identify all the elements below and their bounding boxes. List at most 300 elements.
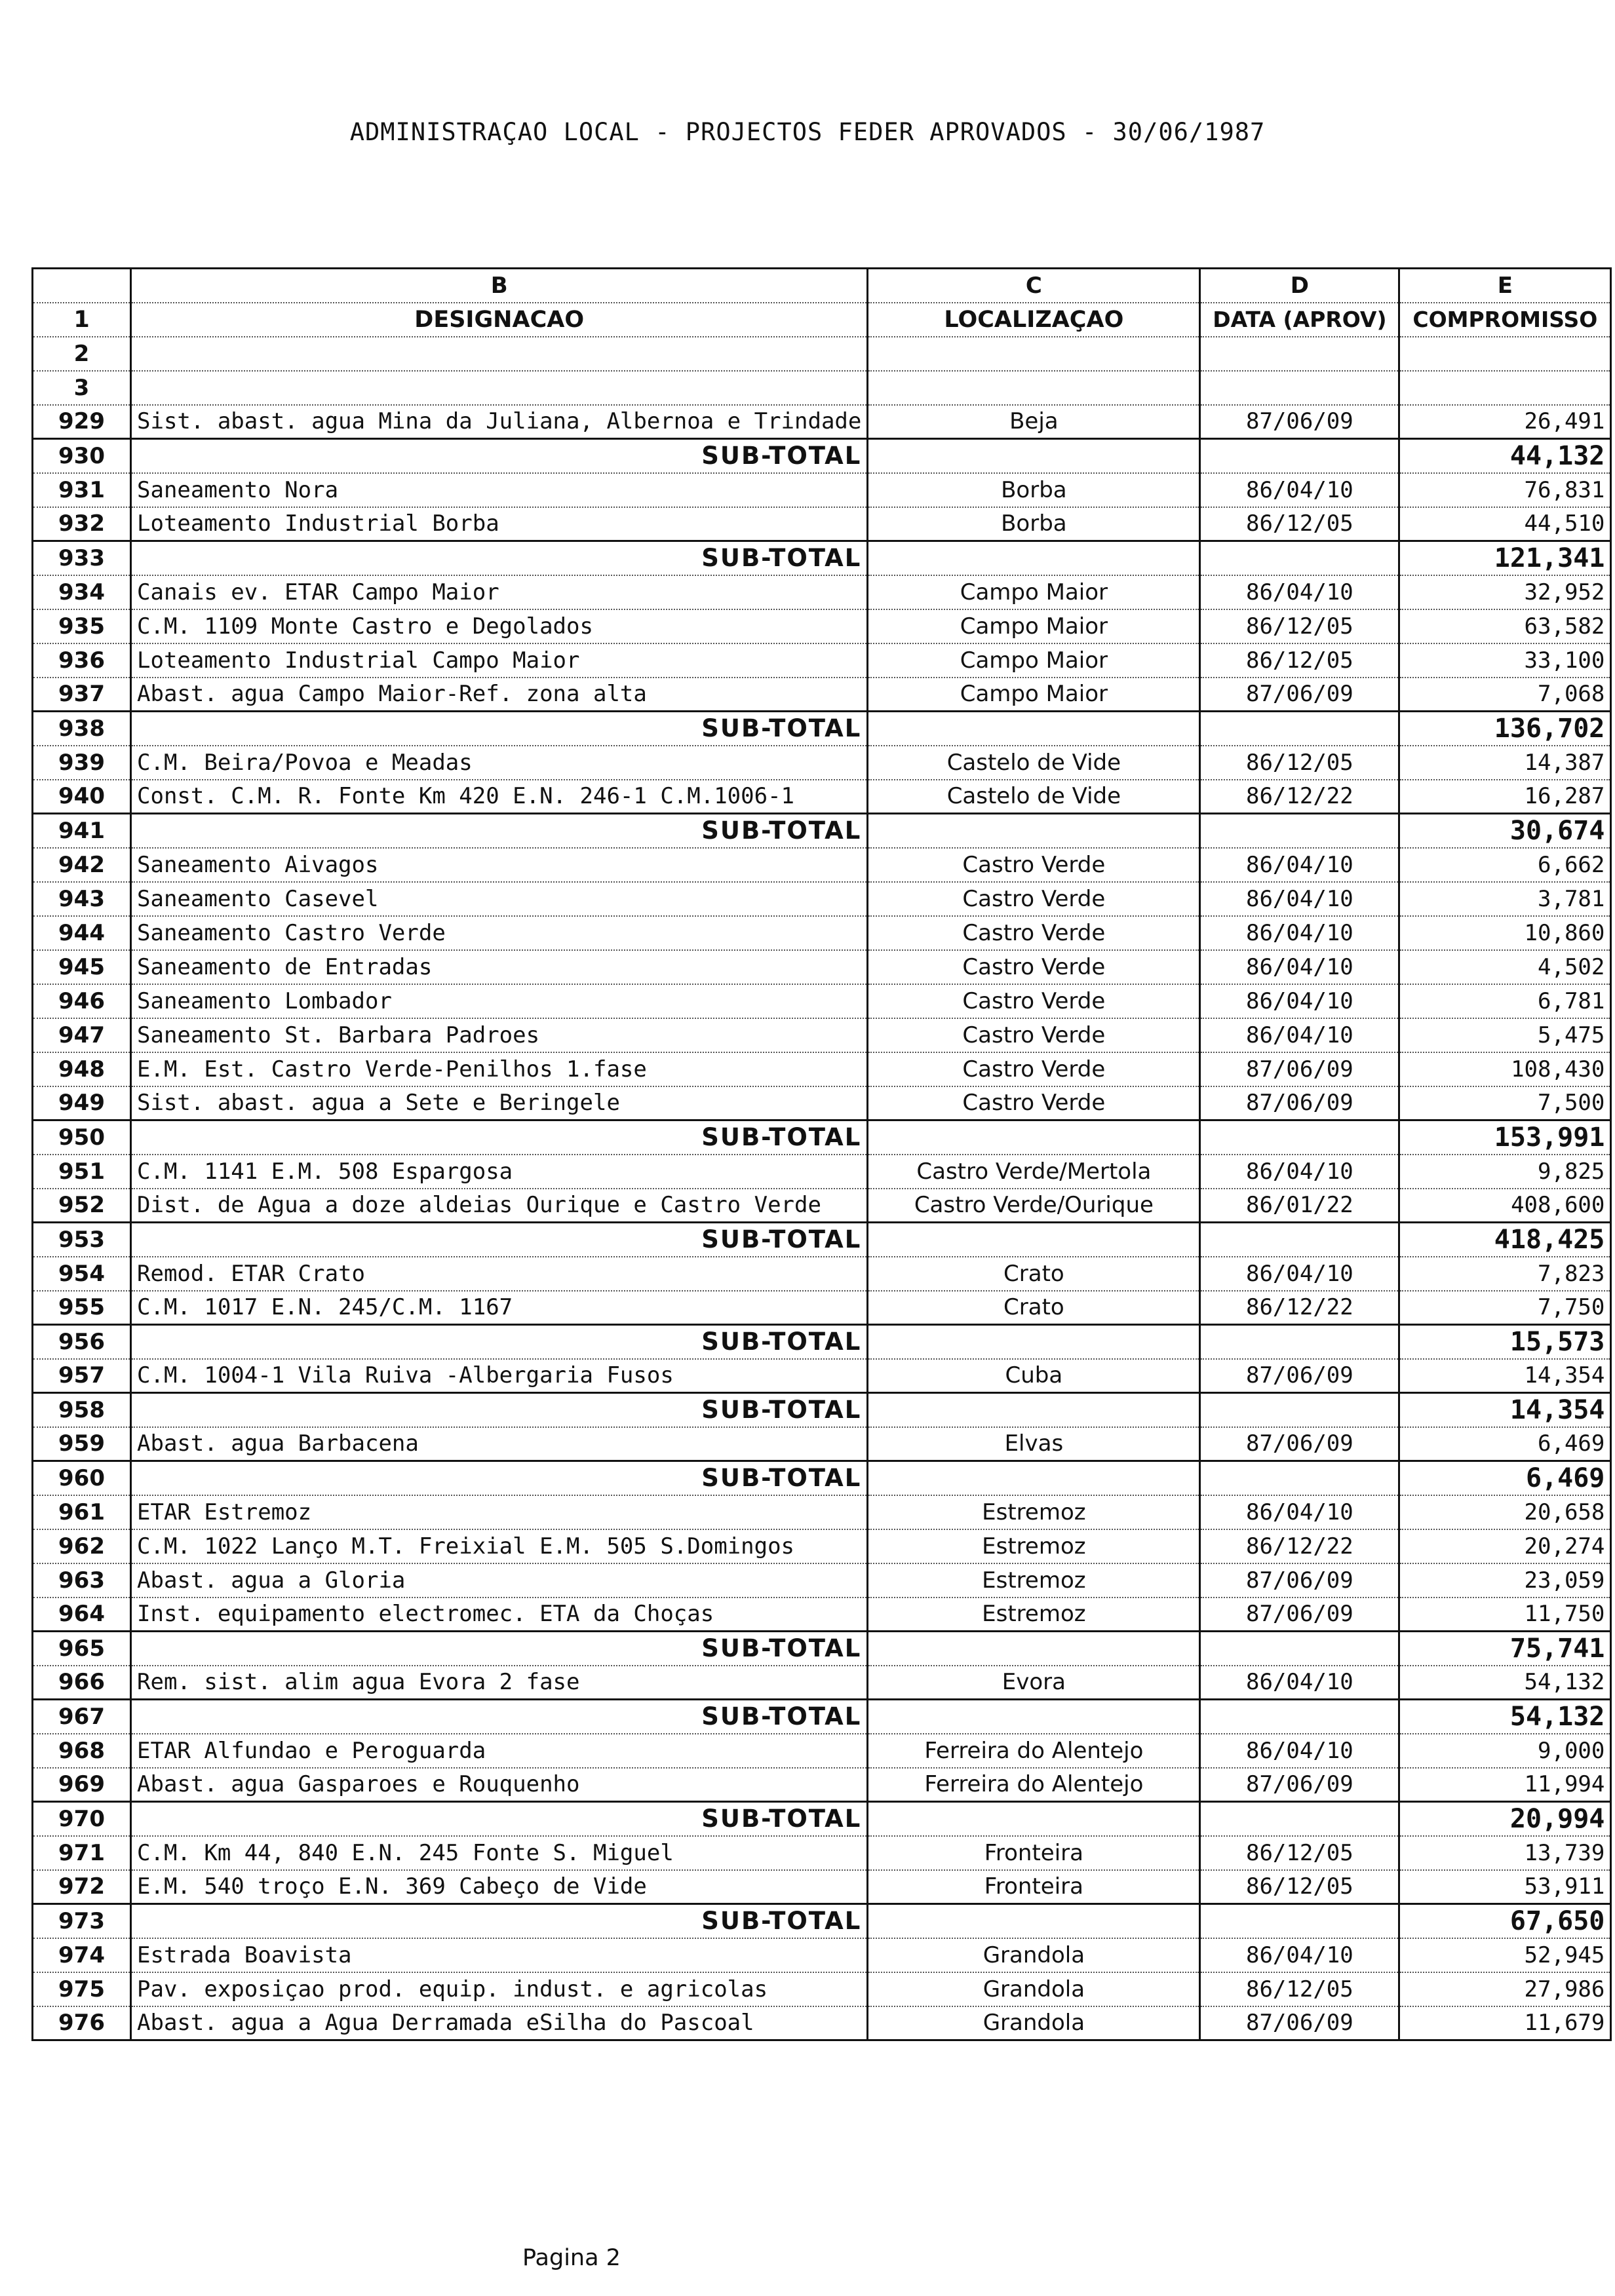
data-cell: 87/06/09 [1200, 405, 1399, 439]
subtotal-row [33, 1120, 1611, 1155]
designacao-cell: Saneamento Castro Verde [131, 916, 868, 950]
row-number: 939 [33, 746, 131, 780]
empty-cell [1200, 814, 1399, 848]
spreadsheet-table [31, 267, 1612, 2041]
designacao-cell: Sist. abast. agua Mina da Juliana, Albernoa e Trindade [131, 405, 868, 439]
compromisso-cell: 76,831 [1399, 473, 1611, 507]
localizacao-cell: Fronteira [868, 1870, 1200, 1904]
row-number: 968 [33, 1734, 131, 1768]
column-letter-row [33, 269, 1611, 303]
localizacao-cell: Ferreira do Alentejo [868, 1768, 1200, 1802]
table-row [33, 1768, 1611, 1802]
row-number: 954 [33, 1257, 131, 1291]
localizacao-cell: Ferreira do Alentejo [868, 1734, 1200, 1768]
table-row [33, 575, 1611, 609]
subtotal-value: 14,354 [1399, 1393, 1611, 1427]
compromisso-cell: 7,823 [1399, 1257, 1611, 1291]
subtotal-label: SUB-TOTAL [131, 814, 868, 848]
table-row [33, 1018, 1611, 1052]
column-letter-b: B [131, 269, 868, 303]
subtotal-value: 121,341 [1399, 541, 1611, 575]
table-row [33, 882, 1611, 916]
data-cell: 86/04/10 [1200, 1734, 1399, 1768]
localizacao-cell: Castro Verde [868, 984, 1200, 1018]
column-letter-e: E [1399, 269, 1611, 303]
row-number: 952 [33, 1189, 131, 1223]
subtotal-value: 44,132 [1399, 439, 1611, 473]
header-data: DATA (APROV) [1200, 303, 1399, 337]
subtotal-value: 75,741 [1399, 1632, 1611, 1666]
compromisso-cell: 33,100 [1399, 643, 1611, 678]
subtotal-row [33, 814, 1611, 848]
data-cell: 86/12/05 [1200, 746, 1399, 780]
compromisso-cell: 408,600 [1399, 1189, 1611, 1223]
designacao-cell: C.M. 1017 E.N. 245/C.M. 1167 [131, 1291, 868, 1325]
designacao-cell: Inst. equipamento electromec. ETA da Choças [131, 1598, 868, 1632]
compromisso-cell: 11,750 [1399, 1598, 1611, 1632]
localizacao-cell: Borba [868, 473, 1200, 507]
header-compromisso: COMPROMISSO [1399, 303, 1611, 337]
localizacao-cell: Borba [868, 507, 1200, 541]
row-number: 940 [33, 780, 131, 814]
empty-cell [1200, 439, 1399, 473]
row-number: 945 [33, 950, 131, 984]
data-cell: 87/06/09 [1200, 1359, 1399, 1393]
subtotal-label: SUB-TOTAL [131, 1223, 868, 1257]
compromisso-cell: 14,387 [1399, 746, 1611, 780]
column-letter-c: C [868, 269, 1200, 303]
designacao-cell: Saneamento Aivagos [131, 848, 868, 882]
designacao-cell: Abast. agua a Agua Derramada eSilha do Pascoal [131, 2006, 868, 2040]
row-number: 949 [33, 1086, 131, 1120]
data-cell: 87/06/09 [1200, 2006, 1399, 2040]
table-row [33, 780, 1611, 814]
designacao-cell: C.M. Beira/Povoa e Meadas [131, 746, 868, 780]
localizacao-cell: Estremoz [868, 1495, 1200, 1529]
data-cell: 86/04/10 [1200, 1666, 1399, 1700]
row-number: 957 [33, 1359, 131, 1393]
designacao-cell: C.M. 1004-1 Vila Ruiva -Albergaria Fusos [131, 1359, 868, 1393]
row-number: 941 [33, 814, 131, 848]
row-number: 956 [33, 1325, 131, 1359]
row-number: 963 [33, 1563, 131, 1598]
empty-cell [868, 1904, 1200, 1938]
table-row [33, 746, 1611, 780]
localizacao-cell: Castelo de Vide [868, 746, 1200, 780]
designacao-cell: Estrada Boavista [131, 1938, 868, 1972]
table-row [33, 609, 1611, 643]
row-number: 943 [33, 882, 131, 916]
designacao-cell: E.M. Est. Castro Verde-Penilhos 1.fase [131, 1052, 868, 1086]
localizacao-cell: Castro Verde [868, 1052, 1200, 1086]
data-cell: 86/12/05 [1200, 1836, 1399, 1870]
compromisso-cell: 11,994 [1399, 1768, 1611, 1802]
row-number: 947 [33, 1018, 131, 1052]
empty-cell [1200, 541, 1399, 575]
designacao-cell: Saneamento Lombador [131, 984, 868, 1018]
subtotal-label: SUB-TOTAL [131, 1802, 868, 1836]
data-cell: 87/06/09 [1200, 678, 1399, 712]
data-cell: 86/04/10 [1200, 1495, 1399, 1529]
table-row [33, 1563, 1611, 1598]
designacao-cell: C.M. Km 44, 840 E.N. 245 Fonte S. Miguel [131, 1836, 868, 1870]
subtotal-label: SUB-TOTAL [131, 439, 868, 473]
data-cell: 86/12/22 [1200, 1291, 1399, 1325]
localizacao-cell: Castro Verde [868, 916, 1200, 950]
row-number: 930 [33, 439, 131, 473]
data-cell: 86/04/10 [1200, 882, 1399, 916]
designacao-cell: Const. C.M. R. Fonte Km 420 E.N. 246-1 C.M.1006-1 [131, 780, 868, 814]
table-row [33, 1155, 1611, 1189]
table-row [33, 1836, 1611, 1870]
empty-cell [868, 371, 1200, 405]
row-number: 944 [33, 916, 131, 950]
compromisso-cell: 14,354 [1399, 1359, 1611, 1393]
empty-cell [868, 1802, 1200, 1836]
compromisso-cell: 26,491 [1399, 405, 1611, 439]
table-row [33, 643, 1611, 678]
data-cell: 87/06/09 [1200, 1598, 1399, 1632]
row-number: 964 [33, 1598, 131, 1632]
compromisso-cell: 6,781 [1399, 984, 1611, 1018]
localizacao-cell: Cuba [868, 1359, 1200, 1393]
localizacao-cell: Campo Maior [868, 678, 1200, 712]
table-row [33, 2006, 1611, 2040]
row-number: 969 [33, 1768, 131, 1802]
row-number: 972 [33, 1870, 131, 1904]
localizacao-cell: Fronteira [868, 1836, 1200, 1870]
designacao-cell: C.M. 1141 E.M. 508 Espargosa [131, 1155, 868, 1189]
empty-cell [1200, 1632, 1399, 1666]
row-number: 936 [33, 643, 131, 678]
designacao-cell: C.M. 1022 Lanço M.T. Freixial E.M. 505 S.Domingos [131, 1529, 868, 1563]
table-row [33, 848, 1611, 882]
row-number: 934 [33, 575, 131, 609]
data-cell: 86/04/10 [1200, 916, 1399, 950]
data-cell: 86/04/10 [1200, 848, 1399, 882]
localizacao-cell: Grandola [868, 1972, 1200, 2006]
compromisso-cell: 20,274 [1399, 1529, 1611, 1563]
table-row [33, 1529, 1611, 1563]
designacao-cell: ETAR Estremoz [131, 1495, 868, 1529]
subtotal-label: SUB-TOTAL [131, 712, 868, 746]
localizacao-cell: Campo Maior [868, 609, 1200, 643]
compromisso-cell: 7,068 [1399, 678, 1611, 712]
row-number: 950 [33, 1120, 131, 1155]
subtotal-label: SUB-TOTAL [131, 1632, 868, 1666]
localizacao-cell: Castro Verde [868, 1018, 1200, 1052]
row-number: 953 [33, 1223, 131, 1257]
table-row [33, 405, 1611, 439]
designacao-cell: Pav. exposiçao prod. equip. indust. e agricolas [131, 1972, 868, 2006]
designacao-cell: Dist. de Agua a doze aldeias Ourique e Castro Verde [131, 1189, 868, 1223]
page-title: ADMINISTRAÇAO LOCAL - PROJECTOS FEDER APROVADOS - 30/06/1987 [349, 118, 1266, 146]
table-row [33, 1257, 1611, 1291]
data-cell: 86/12/05 [1200, 1870, 1399, 1904]
compromisso-cell: 7,500 [1399, 1086, 1611, 1120]
empty-cell [1200, 1700, 1399, 1734]
compromisso-cell: 23,059 [1399, 1563, 1611, 1598]
row-number: 976 [33, 2006, 131, 2040]
table-row [33, 473, 1611, 507]
table-row [33, 1870, 1611, 1904]
row-number: 935 [33, 609, 131, 643]
table-row [33, 916, 1611, 950]
subtotal-label: SUB-TOTAL [131, 1325, 868, 1359]
subtotal-value: 15,573 [1399, 1325, 1611, 1359]
data-cell: 86/12/05 [1200, 609, 1399, 643]
table-row [33, 984, 1611, 1018]
table-row [33, 1734, 1611, 1768]
field-header-row [33, 303, 1611, 337]
empty-cell [868, 1700, 1200, 1734]
localizacao-cell: Evora [868, 1666, 1200, 1700]
subtotal-value: 20,994 [1399, 1802, 1611, 1836]
empty-cell [1200, 712, 1399, 746]
compromisso-cell: 20,658 [1399, 1495, 1611, 1529]
designacao-cell: C.M. 1109 Monte Castro e Degolados [131, 609, 868, 643]
empty-cell [1399, 337, 1611, 371]
subtotal-row [33, 439, 1611, 473]
row-number: 931 [33, 473, 131, 507]
compromisso-cell: 54,132 [1399, 1666, 1611, 1700]
empty-cell [1200, 1325, 1399, 1359]
compromisso-cell: 53,911 [1399, 1870, 1611, 1904]
table-row [33, 1291, 1611, 1325]
empty-cell [1200, 1120, 1399, 1155]
localizacao-cell: Castro Verde/Mertola [868, 1155, 1200, 1189]
row-number: 932 [33, 507, 131, 541]
page-footer: Pagina 2 [522, 2245, 621, 2271]
column-letter-a [33, 269, 131, 303]
localizacao-cell: Elvas [868, 1427, 1200, 1461]
compromisso-cell: 32,952 [1399, 575, 1611, 609]
localizacao-cell: Grandola [868, 2006, 1200, 2040]
data-cell: 86/12/05 [1200, 507, 1399, 541]
localizacao-cell: Estremoz [868, 1563, 1200, 1598]
empty-cell [868, 814, 1200, 848]
table-row [33, 1666, 1611, 1700]
row-number: 962 [33, 1529, 131, 1563]
localizacao-cell: Grandola [868, 1938, 1200, 1972]
designacao-cell: Remod. ETAR Crato [131, 1257, 868, 1291]
compromisso-cell: 3,781 [1399, 882, 1611, 916]
subtotal-label: SUB-TOTAL [131, 541, 868, 575]
empty-cell [868, 1223, 1200, 1257]
compromisso-cell: 108,430 [1399, 1052, 1611, 1086]
empty-cell [868, 1393, 1200, 1427]
subtotal-row [33, 1393, 1611, 1427]
table-row [33, 950, 1611, 984]
designacao-cell: Saneamento de Entradas [131, 950, 868, 984]
empty-cell [131, 371, 868, 405]
localizacao-cell: Castelo de Vide [868, 780, 1200, 814]
localizacao-cell: Castro Verde/Ourique [868, 1189, 1200, 1223]
empty-cell [868, 1120, 1200, 1155]
table-row [33, 1972, 1611, 2006]
compromisso-cell: 44,510 [1399, 507, 1611, 541]
localizacao-cell: Crato [868, 1257, 1200, 1291]
compromisso-cell: 52,945 [1399, 1938, 1611, 1972]
data-cell: 86/12/05 [1200, 1972, 1399, 2006]
subtotal-row [33, 1802, 1611, 1836]
designacao-cell: ETAR Alfundao e Peroguarda [131, 1734, 868, 1768]
header-designacao: DESIGNACAO [131, 303, 868, 337]
subtotal-row [33, 1632, 1611, 1666]
table-row [33, 1495, 1611, 1529]
row-number: 942 [33, 848, 131, 882]
compromisso-cell: 7,750 [1399, 1291, 1611, 1325]
subtotal-value: 6,469 [1399, 1461, 1611, 1495]
row-number: 959 [33, 1427, 131, 1461]
subtotal-row [33, 1700, 1611, 1734]
table-row [33, 1052, 1611, 1086]
designacao-cell: Abast. agua a Gloria [131, 1563, 868, 1598]
blank-row [33, 337, 1611, 371]
subtotal-row [33, 1904, 1611, 1938]
row-number: 946 [33, 984, 131, 1018]
subtotal-row [33, 541, 1611, 575]
empty-cell [868, 1325, 1200, 1359]
empty-cell [1200, 371, 1399, 405]
compromisso-cell: 6,662 [1399, 848, 1611, 882]
designacao-cell: Abast. agua Gasparoes e Rouquenho [131, 1768, 868, 1802]
row-number: 974 [33, 1938, 131, 1972]
empty-cell [131, 337, 868, 371]
row-number: 967 [33, 1700, 131, 1734]
compromisso-cell: 27,986 [1399, 1972, 1611, 2006]
empty-cell [1200, 337, 1399, 371]
data-cell: 86/12/22 [1200, 1529, 1399, 1563]
table-row [33, 1598, 1611, 1632]
row-number: 961 [33, 1495, 131, 1529]
row-number: 975 [33, 1972, 131, 2006]
row-number: 929 [33, 405, 131, 439]
data-cell: 87/06/09 [1200, 1563, 1399, 1598]
data-cell: 87/06/09 [1200, 1052, 1399, 1086]
localizacao-cell: Campo Maior [868, 575, 1200, 609]
compromisso-cell: 63,582 [1399, 609, 1611, 643]
data-cell: 86/04/10 [1200, 1155, 1399, 1189]
table-row [33, 1427, 1611, 1461]
empty-cell [1200, 1223, 1399, 1257]
subtotal-row [33, 1223, 1611, 1257]
row-number: 966 [33, 1666, 131, 1700]
row-number: 970 [33, 1802, 131, 1836]
designacao-cell: Abast. agua Barbacena [131, 1427, 868, 1461]
row-number: 971 [33, 1836, 131, 1870]
table-row [33, 1359, 1611, 1393]
data-cell: 86/12/05 [1200, 643, 1399, 678]
designacao-cell: Rem. sist. alim agua Evora 2 fase [131, 1666, 868, 1700]
localizacao-cell: Campo Maior [868, 643, 1200, 678]
row-number: 937 [33, 678, 131, 712]
designacao-cell: E.M. 540 troço E.N. 369 Cabeço de Vide [131, 1870, 868, 1904]
blank-row [33, 371, 1611, 405]
designacao-cell: Saneamento Nora [131, 473, 868, 507]
localizacao-cell: Estremoz [868, 1529, 1200, 1563]
localizacao-cell: Beja [868, 405, 1200, 439]
subtotal-label: SUB-TOTAL [131, 1904, 868, 1938]
empty-cell [1200, 1393, 1399, 1427]
empty-cell [868, 1461, 1200, 1495]
designacao-cell: Canais ev. ETAR Campo Maior [131, 575, 868, 609]
compromisso-cell: 9,000 [1399, 1734, 1611, 1768]
localizacao-cell: Castro Verde [868, 848, 1200, 882]
row-number: 958 [33, 1393, 131, 1427]
row-number: 960 [33, 1461, 131, 1495]
subtotal-label: SUB-TOTAL [131, 1461, 868, 1495]
designacao-cell: Abast. agua Campo Maior-Ref. zona alta [131, 678, 868, 712]
row-number: 948 [33, 1052, 131, 1086]
header-localizacao: LOCALIZAÇAO [868, 303, 1200, 337]
row-number: 973 [33, 1904, 131, 1938]
table-row [33, 507, 1611, 541]
row-number: 938 [33, 712, 131, 746]
subtotal-label: SUB-TOTAL [131, 1393, 868, 1427]
table-row [33, 678, 1611, 712]
designacao-cell: Loteamento Industrial Borba [131, 507, 868, 541]
empty-cell [1200, 1802, 1399, 1836]
empty-cell [1399, 371, 1611, 405]
data-cell: 86/04/10 [1200, 1938, 1399, 1972]
subtotal-value: 153,991 [1399, 1120, 1611, 1155]
compromisso-cell: 10,860 [1399, 916, 1611, 950]
localizacao-cell: Castro Verde [868, 1086, 1200, 1120]
data-cell: 86/04/10 [1200, 1257, 1399, 1291]
row-number: 955 [33, 1291, 131, 1325]
empty-cell [868, 541, 1200, 575]
empty-cell [868, 712, 1200, 746]
data-cell: 86/04/10 [1200, 1018, 1399, 1052]
data-cell: 86/04/10 [1200, 575, 1399, 609]
data-cell: 87/06/09 [1200, 1086, 1399, 1120]
subtotal-row [33, 1325, 1611, 1359]
designacao-cell: Saneamento St. Barbara Padroes [131, 1018, 868, 1052]
data-cell: 87/06/09 [1200, 1427, 1399, 1461]
subtotal-row [33, 1461, 1611, 1495]
subtotal-value: 67,650 [1399, 1904, 1611, 1938]
row-number: 3 [33, 371, 131, 405]
subtotal-label: SUB-TOTAL [131, 1700, 868, 1734]
designacao-cell: Loteamento Industrial Campo Maior [131, 643, 868, 678]
designacao-cell: Sist. abast. agua a Sete e Beringele [131, 1086, 868, 1120]
row-number: 2 [33, 337, 131, 371]
compromisso-cell: 5,475 [1399, 1018, 1611, 1052]
empty-cell [1200, 1904, 1399, 1938]
table-row [33, 1086, 1611, 1120]
row-number: 965 [33, 1632, 131, 1666]
empty-cell [1200, 1461, 1399, 1495]
row-number: 933 [33, 541, 131, 575]
compromisso-cell: 9,825 [1399, 1155, 1611, 1189]
compromisso-cell: 13,739 [1399, 1836, 1611, 1870]
subtotal-value: 418,425 [1399, 1223, 1611, 1257]
data-cell: 86/04/10 [1200, 984, 1399, 1018]
row-number: 951 [33, 1155, 131, 1189]
designacao-cell: Saneamento Casevel [131, 882, 868, 916]
data-cell: 87/06/09 [1200, 1768, 1399, 1802]
data-cell: 86/04/10 [1200, 473, 1399, 507]
compromisso-cell: 16,287 [1399, 780, 1611, 814]
empty-cell [868, 1632, 1200, 1666]
localizacao-cell: Estremoz [868, 1598, 1200, 1632]
subtotal-label: SUB-TOTAL [131, 1120, 868, 1155]
compromisso-cell: 11,679 [1399, 2006, 1611, 2040]
empty-cell [868, 439, 1200, 473]
data-cell: 86/01/22 [1200, 1189, 1399, 1223]
data-cell: 86/12/22 [1200, 780, 1399, 814]
